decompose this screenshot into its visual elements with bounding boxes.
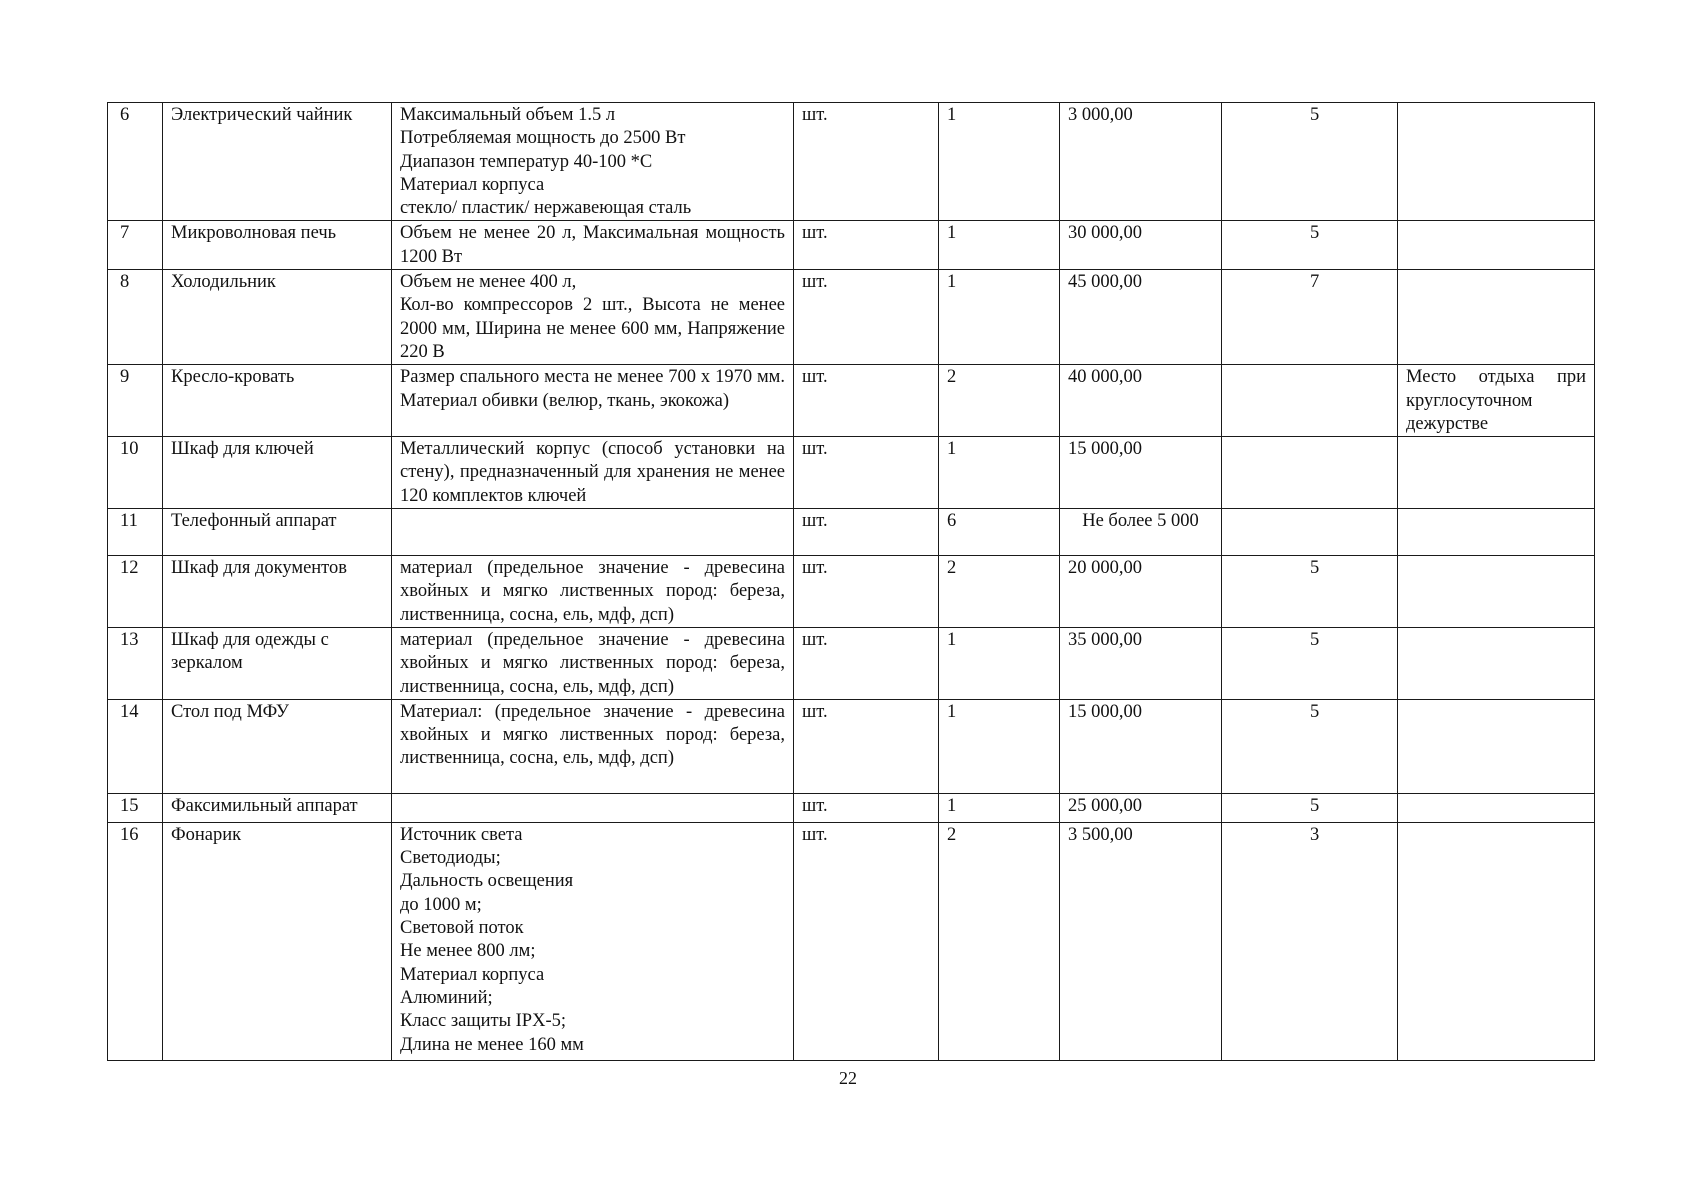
- description-line: Объем не менее 20 л, Максимальная мощность 1200 Вт: [400, 223, 785, 267]
- unit-of-measure: шт.: [794, 699, 939, 793]
- note: [1398, 556, 1595, 628]
- item-description: [392, 103, 794, 221]
- table-row: [108, 793, 1595, 822]
- quantity: 6: [939, 509, 1060, 556]
- note: [1398, 270, 1595, 365]
- unit-of-measure: шт.: [794, 221, 939, 270]
- description-line: Материал корпуса: [400, 964, 545, 985]
- item-description: [392, 699, 794, 793]
- item-name: Фонарик: [163, 822, 392, 1060]
- quantity: 1: [939, 437, 1060, 509]
- unit-of-measure: шт.: [794, 822, 939, 1060]
- item-description: [392, 627, 794, 699]
- description-line: Потребляемая мощность до 2500 Вт: [400, 128, 686, 149]
- service-life: [1222, 365, 1398, 437]
- table-row: [108, 365, 1595, 437]
- row-number: 13: [108, 627, 163, 699]
- unit-price: 3 000,00: [1060, 103, 1222, 221]
- note: [1398, 221, 1595, 270]
- description-line: Не менее 800 лм;: [400, 941, 536, 962]
- table-row: [108, 556, 1595, 628]
- item-name: Шкаф для документов: [163, 556, 392, 628]
- service-life: 3: [1222, 822, 1398, 1060]
- description-line: Световой поток: [400, 918, 524, 939]
- unit-of-measure: шт.: [794, 437, 939, 509]
- service-life: 5: [1222, 103, 1398, 221]
- description-line: Материал: (предельное значение - древесина хвойных и мягко лиственных пород: береза, лиственница, сосна, ель, мдф, дсп): [400, 701, 785, 769]
- unit-of-measure: шт.: [794, 556, 939, 628]
- description-line: Диапазон температур 40-100 *С: [400, 151, 653, 172]
- unit-of-measure: шт.: [794, 365, 939, 437]
- row-number: 11: [108, 509, 163, 556]
- quantity: 1: [939, 221, 1060, 270]
- equipment-table: [107, 102, 1595, 1061]
- quantity: 2: [939, 556, 1060, 628]
- service-life: [1222, 437, 1398, 509]
- note: [1398, 627, 1595, 699]
- table-row: [108, 103, 1595, 221]
- service-life: 5: [1222, 699, 1398, 793]
- item-name: Шкаф для ключей: [163, 437, 392, 509]
- row-number: 9: [108, 365, 163, 437]
- table-row: [108, 509, 1595, 556]
- row-number: 14: [108, 699, 163, 793]
- page-number: 22: [839, 1068, 857, 1088]
- service-life: 5: [1222, 556, 1398, 628]
- item-name: Шкаф для одежды с зеркалом: [163, 627, 392, 699]
- item-description: [392, 793, 794, 822]
- description-line: Класс защиты IPX-5;: [400, 1011, 566, 1032]
- service-life: 5: [1222, 221, 1398, 270]
- description-line: Размер спального места не менее 700 х 1970 мм. Материал обивки (велюр, ткань, экокожа): [400, 367, 785, 411]
- description-line: материал (предельное значение - древесина хвойных и мягко лиственных пород: береза, лиственница, сосна, ель, мдф, дсп): [400, 558, 785, 625]
- description-line: Объем не менее 400 л,: [400, 272, 577, 293]
- unit-price: 20 000,00: [1060, 556, 1222, 628]
- description-line: материал (предельное значение - древесина хвойных и мягко лиственных пород: береза, лиственница, сосна, ель, мдф, дсп): [400, 629, 785, 697]
- item-name: Факсимильный аппарат: [163, 793, 392, 822]
- service-life: [1222, 509, 1398, 556]
- unit-price: 40 000,00: [1060, 365, 1222, 437]
- description-line: Дальность освещения: [400, 871, 574, 892]
- description-line: Алюминий;: [400, 987, 493, 1008]
- table-row: [108, 627, 1595, 699]
- item-name: Электрический чайник: [163, 103, 392, 221]
- unit-price: 3 500,00: [1060, 822, 1222, 1060]
- note: [1398, 699, 1595, 793]
- description-line: Металлический корпус (способ установки на стену), предназначенный для хранения не менее 120 комплектов ключей: [400, 439, 785, 506]
- table-row: [108, 270, 1595, 365]
- note: [1398, 509, 1595, 556]
- row-number: 7: [108, 221, 163, 270]
- unit-of-measure: шт.: [794, 270, 939, 365]
- quantity: 1: [939, 627, 1060, 699]
- table-row: [108, 437, 1595, 509]
- unit-price: 45 000,00: [1060, 270, 1222, 365]
- item-name: Микроволновая печь: [163, 221, 392, 270]
- item-name: Стол под МФУ: [163, 699, 392, 793]
- item-description: [392, 437, 794, 509]
- note: [1398, 822, 1595, 1060]
- quantity: 1: [939, 699, 1060, 793]
- row-number: 16: [108, 822, 163, 1060]
- item-description: [392, 822, 794, 1060]
- note: Место отдыха при круглосуточном дежурстве: [1398, 365, 1595, 437]
- unit-of-measure: шт.: [794, 793, 939, 822]
- description-line: Длина не менее 160 мм: [400, 1034, 584, 1055]
- quantity: 1: [939, 793, 1060, 822]
- note: [1398, 437, 1595, 509]
- row-number: 15: [108, 793, 163, 822]
- unit-of-measure: шт.: [794, 509, 939, 556]
- unit-of-measure: шт.: [794, 103, 939, 221]
- description-line: до 1000 м;: [400, 894, 482, 915]
- quantity: 2: [939, 365, 1060, 437]
- description-line: Кол-во компрессоров 2 шт., Высота не менее 2000 мм, Ширина не менее 600 мм, Напряжение 220 В: [400, 295, 785, 362]
- service-life: 5: [1222, 627, 1398, 699]
- row-number: 12: [108, 556, 163, 628]
- quantity: 1: [939, 270, 1060, 365]
- item-name: Холодильник: [163, 270, 392, 365]
- item-name: Телефонный аппарат: [163, 509, 392, 556]
- table-body: [108, 103, 1595, 1061]
- quantity: 2: [939, 822, 1060, 1060]
- item-description: [392, 365, 794, 437]
- description-line: Материал корпуса: [400, 174, 545, 195]
- unit-price: 35 000,00: [1060, 627, 1222, 699]
- description-line: Светодиоды;: [400, 848, 501, 869]
- unit-of-measure: шт.: [794, 627, 939, 699]
- unit-price: 25 000,00: [1060, 793, 1222, 822]
- description-line: Источник света: [400, 824, 523, 845]
- unit-price: Не более 5 000: [1060, 509, 1222, 556]
- item-description: [392, 556, 794, 628]
- unit-price: 15 000,00: [1060, 699, 1222, 793]
- description-line: Максимальный объем 1.5 л: [400, 105, 616, 125]
- row-number: 10: [108, 437, 163, 509]
- service-life: 5: [1222, 793, 1398, 822]
- note: [1398, 103, 1595, 221]
- item-description: [392, 221, 794, 270]
- table-row: [108, 221, 1595, 270]
- quantity: 1: [939, 103, 1060, 221]
- item-description: [392, 270, 794, 365]
- unit-price: 30 000,00: [1060, 221, 1222, 270]
- table-row: [108, 699, 1595, 793]
- item-description: [392, 509, 794, 556]
- row-number: 6: [108, 103, 163, 221]
- service-life: 7: [1222, 270, 1398, 365]
- note: [1398, 793, 1595, 822]
- table-row: [108, 822, 1595, 1060]
- item-name: Кресло-кровать: [163, 365, 392, 437]
- description-line: стекло/ пластик/ нержавеющая сталь: [400, 198, 692, 219]
- unit-price: 15 000,00: [1060, 437, 1222, 509]
- row-number: 8: [108, 270, 163, 365]
